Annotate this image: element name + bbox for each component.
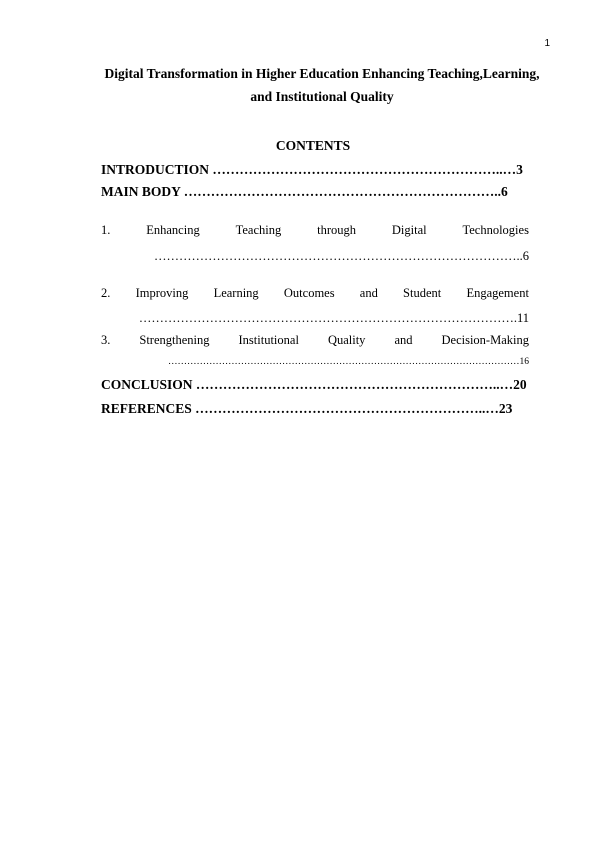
toc-word: through — [317, 223, 356, 237]
document-title-line-2: and Institutional Quality — [250, 89, 394, 104]
toc-word: 1. — [101, 223, 111, 237]
toc-entry-section-2-leader: ……………………………………………………………………………….11 — [138, 311, 529, 325]
toc-word: Learning — [213, 286, 259, 300]
toc-entry-main-body[interactable]: MAIN BODY ……………………………………………………………..6 — [101, 184, 508, 199]
toc-word: 3. — [101, 333, 111, 347]
contents-heading: CONTENTS — [275, 138, 351, 153]
toc-word: Digital — [391, 223, 427, 237]
toc-entry-section-2-title — [101, 286, 529, 301]
toc-entry-references[interactable]: REFERENCES ………………………………………………………..…23 — [101, 401, 513, 416]
toc-entry-section-1-leader: ……………………………………………………………………………..6 — [154, 249, 529, 263]
page-number: 1 — [544, 38, 550, 49]
toc-word: and — [394, 333, 413, 347]
toc-word: and — [359, 286, 378, 300]
toc-entry-section-1-title — [101, 223, 529, 238]
toc-entry-section-3-title — [101, 333, 529, 348]
toc-word: Teaching — [235, 223, 282, 237]
toc-word: Technologies — [462, 223, 529, 237]
toc-entry-section-3-leader: …………………………………………………………………………………………………16 — [168, 357, 529, 367]
toc-word: Improving — [135, 286, 189, 300]
toc-word: Engagement — [466, 286, 529, 300]
toc-entry-introduction[interactable]: INTRODUCTION ………………………………………………………..…3 — [101, 162, 523, 177]
toc-word: Student — [403, 286, 442, 300]
toc-word: Decision-Making — [441, 333, 529, 347]
toc-word: Enhancing — [146, 223, 200, 237]
toc-entry-section-3[interactable] — [101, 333, 529, 367]
toc-word: Outcomes — [283, 286, 335, 300]
toc-word: Strengthening — [139, 333, 210, 347]
toc-entry-conclusion[interactable]: CONCLUSION …………………………………………………………..…20 — [101, 377, 527, 392]
toc-entry-section-2[interactable] — [101, 286, 529, 325]
toc-word: Quality — [327, 333, 366, 347]
toc-word: 2. — [101, 286, 111, 300]
toc-word: Institutional — [238, 333, 299, 347]
document-title-line-1: Digital Transformation in Higher Education Enhancing Teaching,Learning, — [104, 66, 540, 81]
toc-entry-section-1[interactable] — [101, 223, 529, 263]
